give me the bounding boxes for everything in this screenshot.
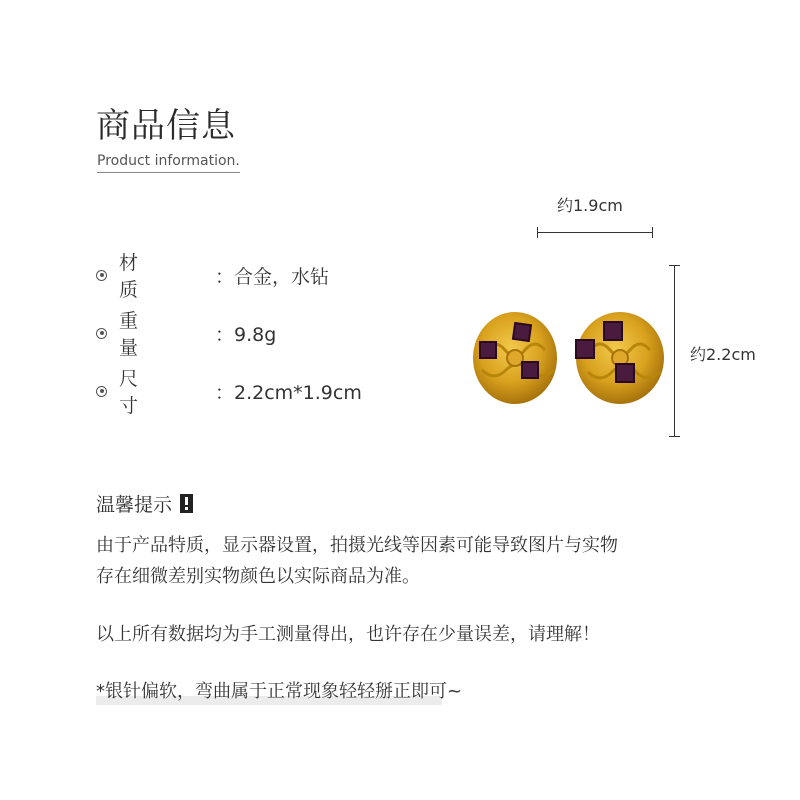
tips-paragraph-1-line-1: 由于产品特质，显示器设置，拍摄光线等因素可能导致图片与实物 (96, 535, 618, 556)
tips-paragraph-2: 以上所有数据均为手工测量得出，也许存在少量误差，请理解！ (96, 624, 600, 645)
spec-label: 重量 (119, 310, 173, 359)
width-dimension-line (537, 232, 653, 233)
earring-right (576, 312, 664, 404)
page-subtitle: Product information. (97, 153, 240, 169)
tips-title-text: 温馨提示 (96, 494, 173, 516)
spec-label: 尺寸 (119, 368, 173, 417)
spec-row-material (96, 248, 329, 302)
width-dimension-tick-right (652, 227, 653, 238)
height-dimension-label: 约2.2cm (690, 345, 756, 364)
exclamation-icon (180, 494, 193, 513)
bullet-icon (96, 328, 107, 339)
bullet-icon (96, 270, 107, 281)
width-dimension-tick-left (537, 227, 538, 238)
bullet-icon (96, 386, 107, 397)
spec-value: ：9.8g (215, 323, 277, 346)
spec-label: 材质 (119, 252, 173, 301)
tips-heading (96, 490, 193, 517)
spec-row-weight (96, 306, 276, 360)
tips-paragraph-1 (96, 530, 618, 592)
tips-note: *银针偏软，弯曲属于正常现象轻轻掰正即可~ (96, 681, 463, 702)
height-dimension-tick-bottom (669, 436, 680, 437)
height-dimension-tick-top (669, 265, 680, 266)
spec-value: ：2.2cm*1.9cm (215, 381, 362, 404)
earring-left (473, 312, 557, 404)
spec-value: ：合金，水钻 (215, 265, 330, 288)
width-dimension-label: 约1.9cm (557, 196, 623, 215)
spec-row-size (96, 364, 362, 418)
page-title: 商品信息 (96, 106, 236, 146)
tips-paragraph-1-line-2: 存在细微差别实物颜色以实际商品为准。 (96, 566, 420, 587)
height-dimension-line (674, 265, 675, 436)
earrings-product-image (470, 310, 670, 410)
subtitle-underline (97, 172, 240, 173)
